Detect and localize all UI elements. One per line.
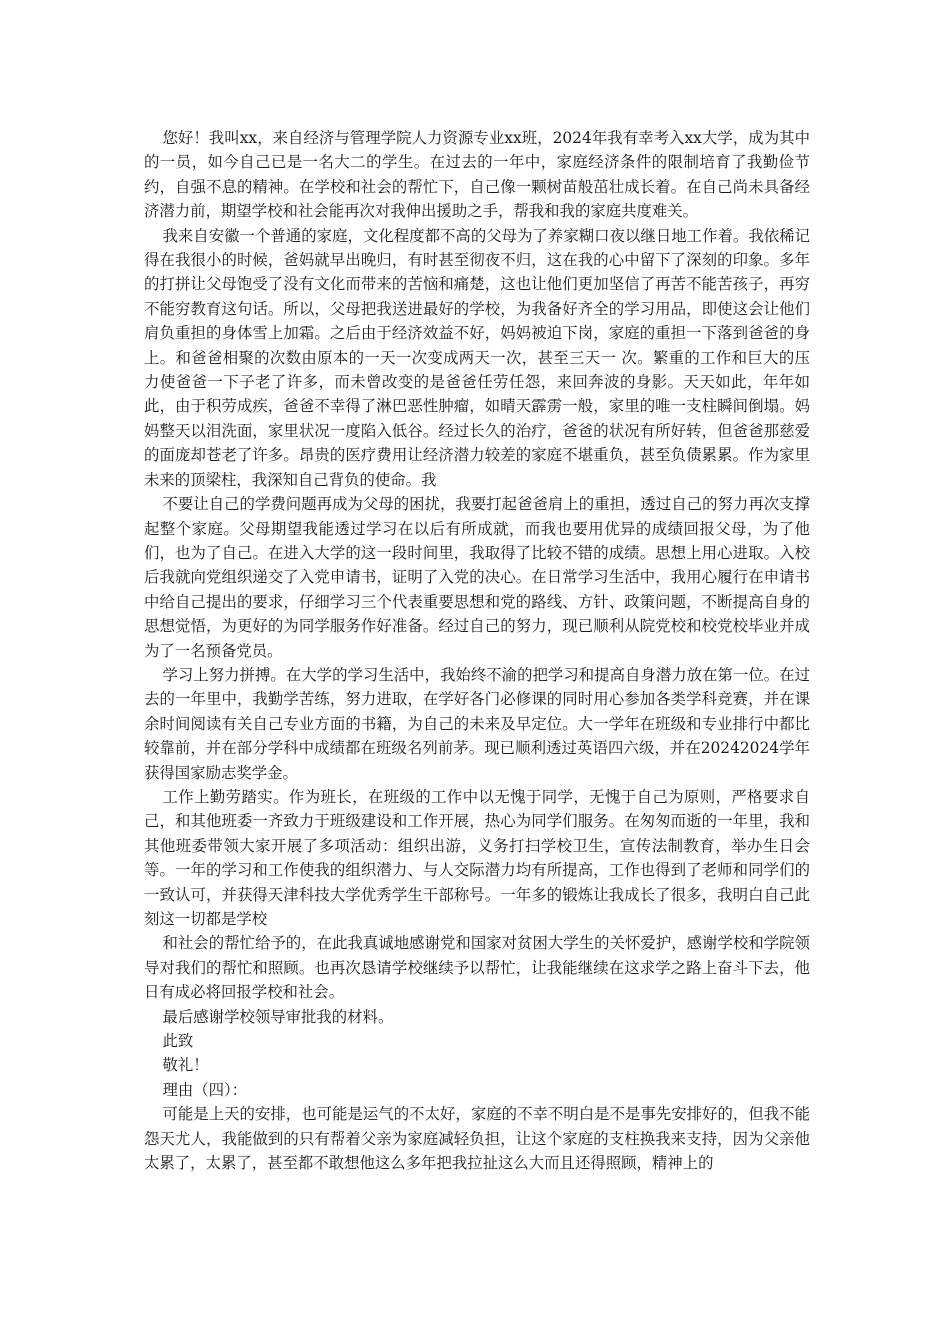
paragraph-intro: 您好！我叫xx，来自经济与管理学院人力资源专业xx班，2024年我有幸考入xx大学，成为其中的一员，如今自己已是一名大二的学生。在过去的一年中，家庭经济条件的限制培育了我勤俭节约，自强不息的精神。在学校和社会的帮忙下，自己像一颗树苗般茁壮成长着。在自己尚未具备经济潜力前，期望学校和社会能再次对我伸出援助之手，帮我和我的家庭共度难关。 [144, 129, 810, 221]
paragraph-study: 学习上努力拼搏。在大学的学习生活中，我始终不渝的把学习和提高自身潜力放在第一位。在过去的一年里中，我勤学苦练，努力进取，在学好各门必修课的同时用心参加各类学科竞赛，并在课余时间阅读有关自己专业方面的书籍，为自己的未来及早定位。大一学年在班级和专业排行中都比较靠前，并在部分学科中成绩都在班级名列前茅。现已顺利透过英语四六级，并在20242024学年获得国家励志奖学金。 [144, 665, 810, 782]
paragraph-closing-thanks: 最后感谢学校领导审批我的材料。 [162, 1007, 394, 1026]
document-body [144, 126, 810, 1175]
paragraph-family-background: 我来自安徽一个普通的家庭，文化程度都不高的父母为了养家糊口夜以继日地工作着。我依稀记得在我很小的时候，爸妈就早出晚归，有时甚至彻夜不归，这在我的心中留下了深刻的印象。多年的打拼让父母饱受了没有文化而带来的苦恼和痛楚，这也让他们更加坚信了再苦不能苦孩子，再穷不能穷教育这句话。所以，父母把我送进最好的学校，为我备好齐全的学习用品，即使这会让他们肩负重担的身体雪上加霜。之后由于经济效益不好，妈妈被迫下岗，家庭的重担一下落到爸爸的身上。和爸爸相聚的次数由原本的一天一次变成两天一次，甚至三天一 次。繁重的工作和巨大的压力使爸爸一下子老了许多，而未曾改变的是爸爸任劳任怨，来回奔波的身影。天天如此，年年如此，由于积劳成疾，爸爸不幸得了淋巴恶性肿瘤，如晴天霹雳一般，家里的唯一支柱瞬间倒塌。妈妈整天以泪洗面，家里状况一度陷入低谷。经过长久的治疗，爸爸的状况有所好转，但爸爸那慈爱的面庞却苍老了许多。昂贵的医疗费用让经济潜力较差的家庭不堪重负，甚至负债累累。作为家里未来的顶梁柱，我深知自己背负的使命。我 [144, 226, 810, 489]
paragraph-political-progress: 不要让自己的学费问题再成为父母的困扰，我要打起爸爸肩上的重担，透过自己的努力再次支撑起整个家庭。父母期望我能透过学习在以后有所成就，而我也要用优异的成绩回报父母，为了他们，也为了自己。在进入大学的这一段时间里，我取得了比较不错的成绩。思想上用心进取。入校后我就向党组织递交了入党申请书，证明了入党的决心。在日常学习生活中，我用心履行在申请书中给自己提出的要求，仔细学习三个代表重要思想和党的路线、方针、政策问题，不断提高自身的思想觉悟，为更好的为同学服务作好准备。经过自己的努力，现已顺利从院党校和校党校毕业并成为了一名预备党员。 [144, 495, 810, 660]
section-heading-reason-four: 理由（四）： [162, 1080, 248, 1099]
paragraph-reason-four: 可能是上天的安排，也可能是运气的不太好，家庭的不幸不明白是不是事先安排好的，但我不能怨天尤人，我能做到的只有帮着父亲为家庭减轻负担，让这个家庭的支柱换我来支持，因为父亲他太累了，太累了，甚至都不敢想他这么多年把我拉扯这么大而且还得照顾，精神上的 [144, 1105, 810, 1173]
salutation-jingli: 敬礼！ [162, 1056, 209, 1075]
paragraph-gratitude: 和社会的帮忙给予的，在此我真诚地感谢党和国家对贫困大学生的关怀爱护，感谢学校和学院领导对我们的帮忙和照顾。也再次恳请学校继续予以帮忙，让我能继续在这求学之路上奋斗下去，他日有成必将回报学校和社会。 [144, 934, 810, 1002]
paragraph-work: 工作上勤劳踏实。作为班长，在班级的工作中以无愧于同学，无愧于自己为原则，严格要求自己，和其他班委一齐致力于班级建设和工作开展，热心为同学们服务。在匆匆而逝的一年里，我和其他班委带领大家开展了多项活动：组织出游，义务打扫学校卫生，宣传法制教育，举办生日会等。一年的学习和工作使我的组织潜力、与人交际潜力均有所提高，工作也得到了老师和同学们的一致认可，并获得天津科技大学优秀学生干部称号。一年多的锻炼让我成长了很多，我明白自己此刻这一切都是学校 [144, 787, 810, 928]
salutation-cizhi: 此致 [162, 1032, 194, 1051]
